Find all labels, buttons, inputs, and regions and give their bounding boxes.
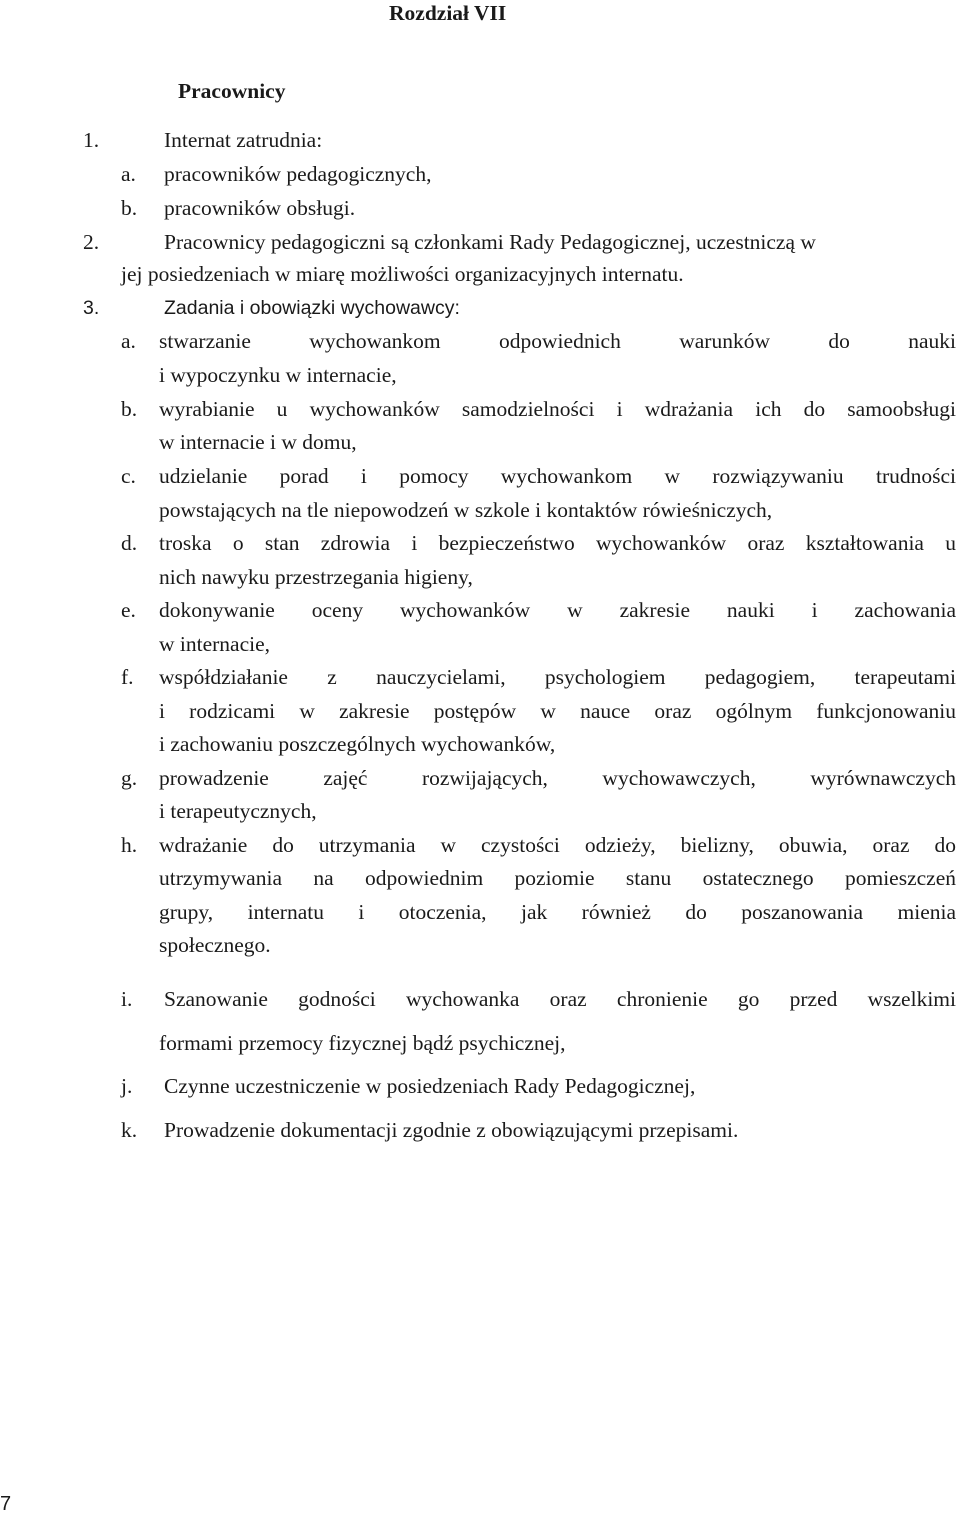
item-1b-letter: b.: [121, 196, 138, 220]
duty-a-line-1: stwarzanie wychowankom odpowiednich warunków do nauki: [159, 329, 956, 353]
item-3-number: 3.: [83, 297, 100, 319]
duty-a-letter: a.: [121, 329, 136, 353]
duty-h-line-3: grupy, internatu i otoczenia, jak również do poszanowania mienia: [159, 900, 956, 924]
duty-e-letter: e.: [121, 598, 136, 622]
duty-f-letter: f.: [121, 665, 134, 689]
duty-c-letter: c.: [121, 464, 136, 488]
duty-h-line-4: społecznego.: [159, 933, 271, 957]
item-1a-text: pracowników pedagogicznych,: [164, 162, 432, 186]
duty-c-line-2: powstających na tle niepowodzeń w szkole i kontaktów rówieśniczych,: [159, 498, 773, 522]
duty-k-letter: k.: [121, 1118, 138, 1142]
item-3-text: Zadania i obowiązki wychowawcy:: [164, 297, 460, 319]
duty-i-letter: i.: [121, 987, 133, 1011]
item-2-number: 2.: [83, 230, 100, 254]
section-title: Pracownicy: [178, 79, 286, 103]
duty-h-letter: h.: [121, 833, 138, 857]
duty-i-line-1: Szanowanie godności wychowanka oraz chronienie go przed wszelkimi: [164, 987, 956, 1011]
item-1-text: Internat zatrudnia:: [164, 128, 323, 152]
duty-g-line-2: i terapeutycznych,: [159, 799, 317, 823]
duty-f-line-3: i zachowaniu poszczególnych wychowanków,: [159, 732, 556, 756]
duty-f-line-2: i rodzicami w zakresie postępów w nauce oraz ogólnym funkcjonowaniu: [159, 699, 956, 723]
duty-h-line-1: wdrażanie do utrzymania w czystości odzieży, bielizny, obuwia, oraz do: [159, 833, 956, 857]
duty-g-letter: g.: [121, 766, 138, 790]
duty-j-line-1: Czynne uczestniczenie w posiedzeniach Rady Pedagogicznej,: [164, 1074, 696, 1098]
duty-d-line-1: troska o stan zdrowia i bezpieczeństwo wychowanków oraz kształtowania u: [159, 531, 956, 555]
duty-b-line-1: wyrabianie u wychowanków samodzielności i wdrażania ich do samoobsługi: [159, 397, 956, 421]
duty-j-letter: j.: [121, 1074, 133, 1098]
duty-d-line-2: nich nawyku przestrzegania higieny,: [159, 565, 473, 589]
duty-c-line-1: udzielanie porad i pomocy wychowankom w rozwiązywaniu trudności: [159, 464, 956, 488]
duty-i-line-2: formami przemocy fizycznej bądź psychicznej,: [159, 1031, 566, 1055]
duty-e-line-1: dokonywanie oceny wychowanków w zakresie nauki i zachowania: [159, 598, 956, 622]
item-1a-letter: a.: [121, 162, 136, 186]
item-1-number: 1.: [83, 128, 100, 152]
duty-h-line-2: utrzymywania na odpowiednim poziomie stanu ostatecznego pomieszczeń: [159, 866, 956, 890]
duty-a-line-2: i wypoczynku w internacie,: [159, 363, 397, 387]
item-1b-text: pracowników obsługi.: [164, 196, 356, 220]
duty-b-line-2: w internacie i w domu,: [159, 430, 357, 454]
item-2-line-2: jej posiedzeniach w miarę możliwości organizacyjnych internatu.: [121, 262, 684, 286]
chapter-title: Rozdział VII: [389, 1, 507, 25]
page-number: 7: [0, 1493, 12, 1515]
duty-k-line-1: Prowadzenie dokumentacji zgodnie z obowiązującymi przepisami.: [164, 1118, 739, 1142]
duty-b-letter: b.: [121, 397, 138, 421]
duty-d-letter: d.: [121, 531, 138, 555]
item-2-line-1: Pracownicy pedagogiczni są członkami Rady Pedagogicznej, uczestniczą w: [164, 230, 816, 254]
duty-g-line-1: prowadzenie zajęć rozwijających, wychowawczych, wyrównawczych: [159, 766, 956, 790]
duty-f-line-1: współdziałanie z nauczycielami, psychologiem pedagogiem, terapeutami: [159, 665, 956, 689]
duty-e-line-2: w internacie,: [159, 632, 271, 656]
